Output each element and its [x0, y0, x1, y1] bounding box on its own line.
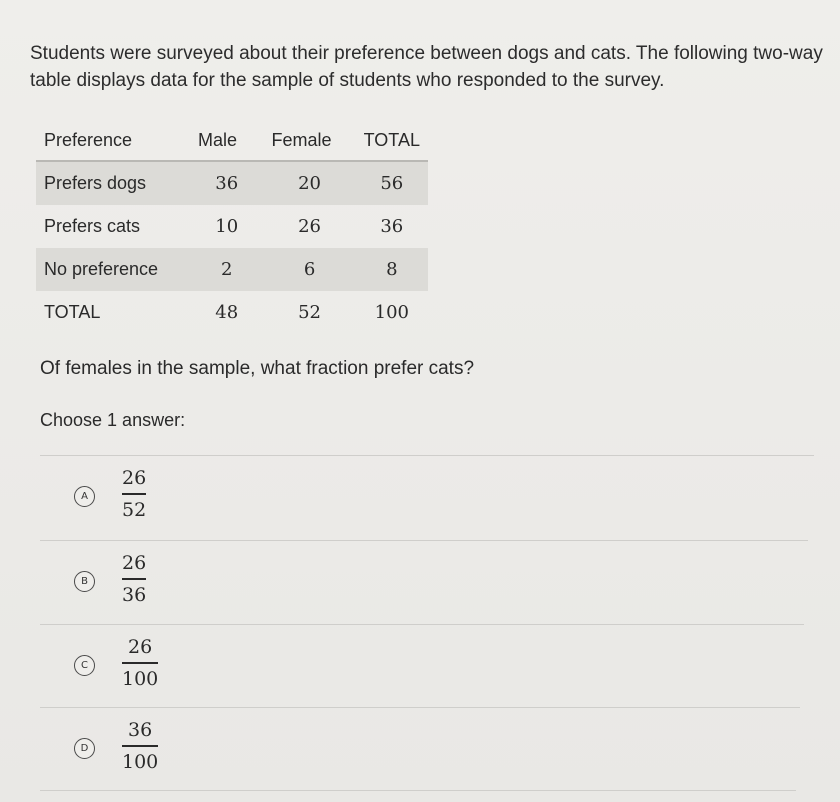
row-label: TOTAL: [44, 302, 101, 322]
row-label: Prefers dogs: [36, 161, 190, 205]
header-total: TOTAL: [356, 120, 428, 161]
cell-male: 10: [215, 216, 239, 237]
answer-option-d[interactable]: [60, 710, 800, 788]
radio-a[interactable]: A: [74, 486, 95, 507]
table-row: [36, 248, 428, 291]
header-female: Female: [264, 120, 356, 161]
numerator: 36: [128, 719, 153, 741]
cell-total: 36: [380, 216, 404, 237]
question-text: Of females in the sample, what fraction prefer cats?: [40, 358, 475, 379]
cell-total: 56: [356, 161, 428, 205]
intro-text: Students were surveyed about their preference between dogs and cats. The following two-way table displays data for the sample of students who responded to the survey.: [30, 43, 823, 91]
table-header-row: [36, 120, 428, 161]
divider: [40, 624, 804, 625]
cell-male: 36: [190, 161, 264, 205]
numerator: 26: [128, 636, 153, 658]
fraction-bar: [122, 493, 146, 495]
divider: [40, 455, 814, 456]
fraction-bar: [122, 578, 146, 580]
fraction-a: [122, 466, 146, 522]
divider: [40, 540, 808, 541]
header-preference: Preference: [36, 120, 190, 161]
fraction-b: [122, 551, 146, 607]
divider: [40, 707, 800, 708]
cell-female: 52: [298, 302, 322, 323]
answer-option-b[interactable]: [60, 543, 800, 621]
cell-female: 6: [264, 248, 356, 291]
cell-female: 26: [298, 216, 322, 237]
radio-b[interactable]: B: [74, 571, 95, 592]
fraction-bar: [122, 745, 158, 747]
row-label: No preference: [36, 248, 190, 291]
cell-male: 2: [190, 248, 264, 291]
fraction-c: [122, 635, 158, 691]
table-row: [36, 161, 428, 205]
denominator: 100: [122, 751, 159, 773]
numerator: 26: [122, 467, 147, 489]
two-way-table: [36, 120, 428, 334]
table-row: [36, 291, 428, 334]
denominator: 52: [122, 499, 147, 521]
choose-label: Choose 1 answer:: [40, 410, 186, 430]
answer-option-a[interactable]: [60, 458, 800, 536]
radio-c[interactable]: C: [74, 655, 95, 676]
cell-total: 100: [374, 302, 409, 323]
cell-total: 8: [356, 248, 428, 291]
row-label: Prefers cats: [44, 216, 141, 236]
denominator: 36: [122, 584, 147, 606]
radio-d[interactable]: D: [74, 738, 95, 759]
table-row: [36, 205, 428, 248]
divider: [40, 790, 796, 791]
fraction-d: [122, 718, 158, 774]
header-male: Male: [190, 120, 264, 161]
fraction-bar: [122, 662, 158, 664]
cell-male: 48: [215, 302, 239, 323]
cell-female: 20: [264, 161, 356, 205]
denominator: 100: [122, 668, 159, 690]
answer-option-c[interactable]: [60, 627, 800, 705]
numerator: 26: [122, 552, 147, 574]
